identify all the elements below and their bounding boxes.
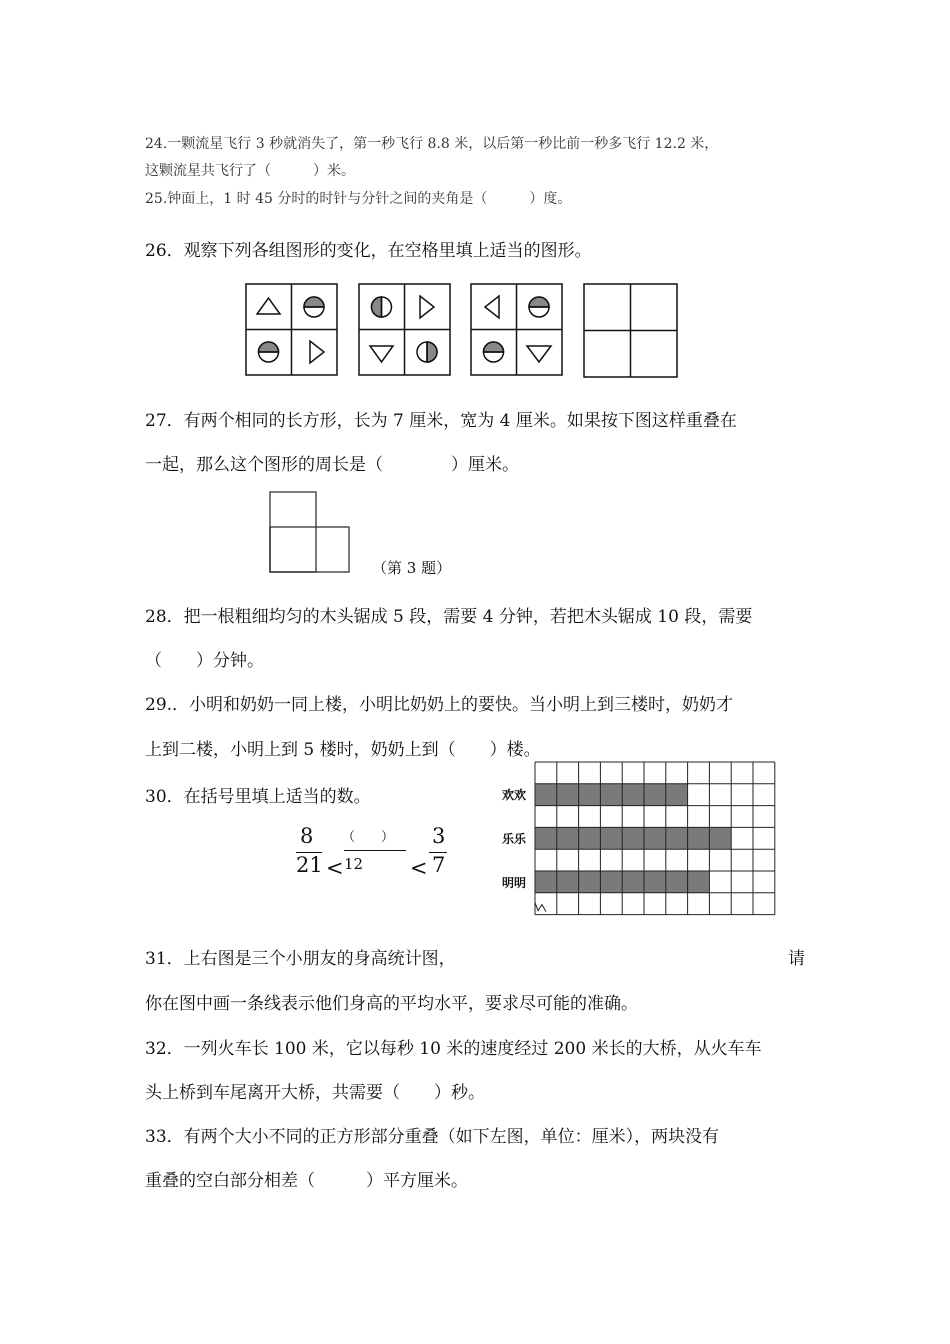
q32-line1: 32．一列火车长 100 米，它以每秒 10 米的速度经过 200 米长的大桥，从火车车	[145, 1039, 762, 1059]
less-than-2: <	[410, 856, 428, 880]
q31-line2: 你在图中画一条线表示他们身高的平均水平，要求尽可能的准确。	[145, 994, 638, 1014]
pattern-grid-1	[246, 284, 337, 375]
q27-line2: 一起，那么这个图形的周长是（ ）厘米。	[145, 455, 519, 475]
fraction-right-num: 3	[432, 824, 446, 848]
q26: 26．观察下列各组图形的变化，在空格里填上适当的图形。	[145, 241, 592, 261]
q30: 30．在括号里填上适当的数。	[145, 787, 371, 807]
fraction-group	[290, 822, 460, 882]
q24-line2: 这颗流星共飞行了（ ）米。	[145, 163, 355, 179]
fraction-mid-den: 12	[344, 855, 364, 873]
q27-line1: 27．有两个相同的长方形，长为 7 厘米，宽为 4 厘米。如果按下图这样重叠在	[145, 411, 737, 431]
q27-caption: （第 3 题）	[372, 559, 452, 577]
q27-rectangles-figure	[268, 490, 354, 576]
q33-line1: 33．有两个大小不同的正方形部分重叠（如下左图，单位：厘米），两块没有	[145, 1127, 720, 1147]
q29-line2: 上到二楼，小明上到 5 楼时，奶奶上到（ ）楼。	[145, 740, 541, 760]
q25: 25.钟面上，1 时 45 分时的时针与分针之间的夹角是（ ）度。	[145, 191, 572, 207]
q29-line1: 29.．小明和奶奶一同上楼，小明比奶奶上的要快。当小明上到三楼时，奶奶才	[145, 695, 734, 715]
bar-0	[535, 784, 688, 806]
pattern-grid-answer	[584, 284, 677, 377]
category-label-2: 明明	[502, 876, 527, 890]
bar-1	[535, 827, 731, 849]
q31-line1: 31．上右图是三个小朋友的身高统计图，	[145, 949, 456, 969]
less-than-1: <	[326, 856, 344, 880]
q31-line1-end: 请	[788, 949, 805, 969]
fraction-mid-num: （ ）	[342, 830, 395, 845]
height-chart	[500, 760, 780, 920]
q32-line2: 头上桥到车尾离开大桥，共需要（ ）秒。	[145, 1083, 485, 1103]
q33-line2: 重叠的空白部分相差（ ）平方厘米。	[145, 1171, 468, 1191]
fraction-right-den: 7	[432, 853, 446, 877]
category-label-1: 乐乐	[502, 832, 527, 846]
q24-line1: 24.一颗流星飞行 3 秒就消失了，第一秒飞行 8.8 米，以后第一秒比前一秒多飞行 12.2 米，	[145, 136, 719, 152]
q28-line1: 28．把一根粗细均匀的木头锯成 5 段，需要 4 分钟，若把木头锯成 10 段，需要	[145, 607, 753, 627]
q28-line2: （ ）分钟。	[145, 651, 264, 671]
q26-pattern-figure	[240, 278, 685, 380]
pattern-grid-3	[471, 284, 562, 375]
pattern-grid-2	[359, 284, 450, 375]
axis-break-mark	[535, 903, 546, 912]
fraction-left-den: 21	[296, 853, 323, 877]
fraction-left-num: 8	[300, 824, 314, 848]
fraction-mid-bar	[344, 850, 406, 851]
category-label-0: 欢欢	[502, 788, 527, 802]
